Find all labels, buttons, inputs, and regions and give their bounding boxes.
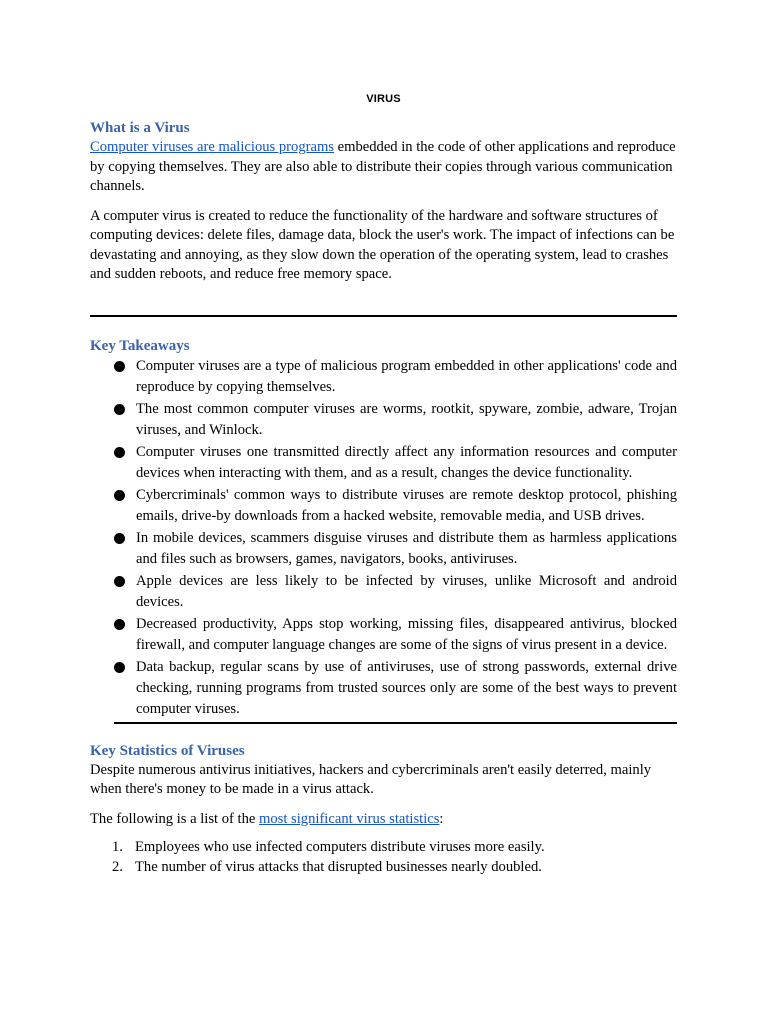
document-title: VIRUS [366, 93, 401, 105]
paragraph-virus-definition [90, 138, 677, 197]
takeaway-list-item [114, 571, 677, 613]
takeaway-text: Computer viruses one transmitted directly affect any information resources and computer devices when interacting with them, and as a result, changes the device functionality. [136, 443, 677, 481]
bullet-dot-icon [114, 447, 125, 458]
list-number: 1. [112, 839, 123, 855]
paragraph-virus-definition-text: embedded in the code of other applications and reproduce by copying themselves. They are also able to distribute their copies through various communication channels. [90, 139, 676, 194]
takeaway-text: Decreased productivity, Apps stop working, missing files, disappeared antivirus, blocked firewall, and computer language changes are some of the signs of virus present in a device. [136, 615, 677, 653]
takeaway-text: The most common computer viruses are worms, rootkit, spyware, zombie, adware, Trojan viruses, and Winlock. [136, 400, 677, 438]
paragraph-statistics-intro: Despite numerous antivirus initiatives, hackers and cybercriminals aren't easily deterred, mainly when there's money to be made in a virus attack. [90, 761, 652, 797]
bullet-dot-icon [114, 404, 125, 415]
takeaway-list-item [114, 356, 677, 398]
takeaway-list-item [114, 528, 677, 570]
bullet-dot-icon [114, 533, 125, 544]
statistics-list-item [90, 857, 677, 877]
list-number: 2. [112, 859, 123, 875]
paragraph-statistics-list-intro [90, 810, 677, 830]
paragraph-virus-impact: A computer virus is created to reduce the functionality of the hardware and software structures of computing devices: delete files, damage data, block the user's work. The impact of infections can be devastating and annoying, as they slow down the operation of the operating system, lead to crashes and sudden reboots, and reduce free memory space. [90, 207, 675, 282]
takeaway-list-item [114, 657, 677, 720]
statistics-item-text: Employees who use infected computers distribute viruses more easily. [135, 839, 545, 855]
bullet-dot-icon [114, 490, 125, 501]
takeaway-list-item [114, 485, 677, 527]
takeaway-text: Computer viruses are a type of malicious program embedded in other applications' code and reproduce by copying themselves. [136, 357, 677, 395]
section-heading-key-statistics: Key Statistics of Viruses [90, 742, 245, 759]
key-takeaways-list [114, 356, 677, 724]
takeaway-list-item [114, 399, 677, 441]
bullet-dot-icon [114, 662, 125, 673]
statistics-item-text: The number of virus attacks that disrupted businesses nearly doubled. [135, 859, 542, 875]
bullet-dot-icon [114, 576, 125, 587]
takeaway-list-item [114, 614, 677, 656]
takeaway-list-item [114, 442, 677, 484]
horizontal-divider [90, 315, 677, 317]
takeaway-text: Data backup, regular scans by use of antiviruses, use of strong passwords, external drive checking, running programs from trusted sources only are some of the best ways to prevent computer viruses. [136, 658, 677, 717]
section-heading-what-is-a-virus: What is a Virus [90, 120, 190, 136]
takeaway-text: In mobile devices, scammers disguise viruses and distribute them as harmless applications and files such as browsers, games, navigators, books, antiviruses. [136, 529, 677, 567]
malicious-programs-link[interactable]: Computer viruses are malicious programs [90, 139, 334, 155]
section-heading-key-takeaways: Key Takeaways [90, 337, 190, 354]
bullet-dot-icon [114, 361, 125, 372]
virus-statistics-list [90, 837, 677, 877]
statistics-list-item [90, 837, 677, 857]
virus-statistics-link[interactable]: most significant virus statistics [259, 810, 440, 827]
takeaway-text: Apple devices are less likely to be infected by viruses, unlike Microsoft and android devices. [136, 572, 677, 610]
document-body [90, 93, 677, 877]
takeaway-text: Cybercriminals' common ways to distribute viruses are remote desktop protocol, phishing emails, drive-by downloads from a hacked website, removable media, and USB drives. [136, 486, 677, 524]
statistics-list-intro-colon: : [439, 810, 444, 827]
bullet-dot-icon [114, 619, 125, 630]
statistics-list-intro-text: The following is a list of the [90, 810, 260, 827]
